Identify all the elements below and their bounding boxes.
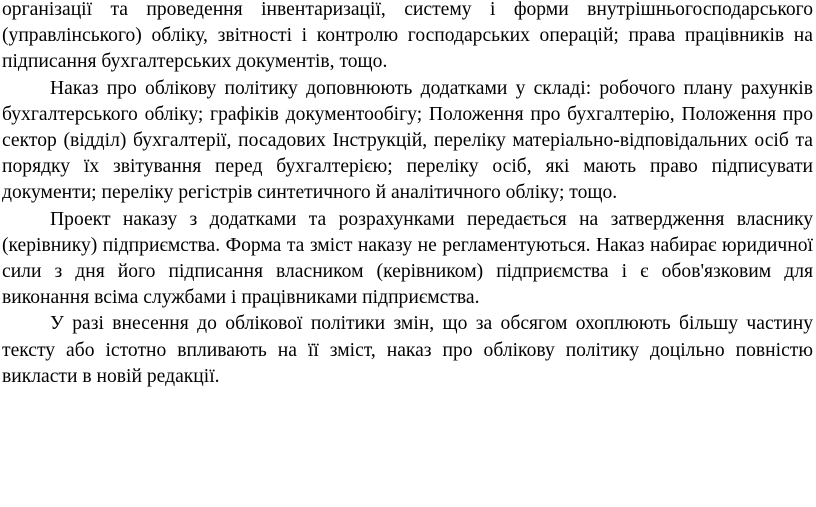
paragraph-order-revision: У разі внесення до облікової політики змін, що за обсягом охоплюють більшу частину тексту або істотно впливають на її зміст, наказ про облікову політику доцільно повністю викласти в новій редакції. (2, 313, 813, 387)
paragraph-order-appendices: Наказ про облікову політику доповнюють додатками у складі: робочого плану рахунків бухгалтерського обліку; графіків документообігу; Положення про бухгалтерію, Положення про сектор (відділ) бухгалтерії, посадових Інструкцій, переліку матеріально-відповідальних осіб та порядку їх звітування перед бухгалтерією; переліку осіб, які мають право підписувати документи; переліку регістрів синтетичного й аналітичного обліку; тощо. (2, 77, 813, 204)
paragraph-order-approval: Проект наказу з додатками та розрахунками передається на затвердження власнику (керівнику) підприємства. Форма та зміст наказу не регламентуються. Наказ набирає юридичної сили з дня його підписання власником (керівником) підприємства і є обов'язковим для виконання всіма службами і працівниками підприємства. (2, 208, 813, 309)
paragraph-continuation: організації та проведення інвентаризації, систему і форми внутрішньогосподарського (управлінського) обліку, звітності і контролю господарських операцій; права працівників на підписання бухгалтерських документів, тощо. (2, 0, 813, 73)
